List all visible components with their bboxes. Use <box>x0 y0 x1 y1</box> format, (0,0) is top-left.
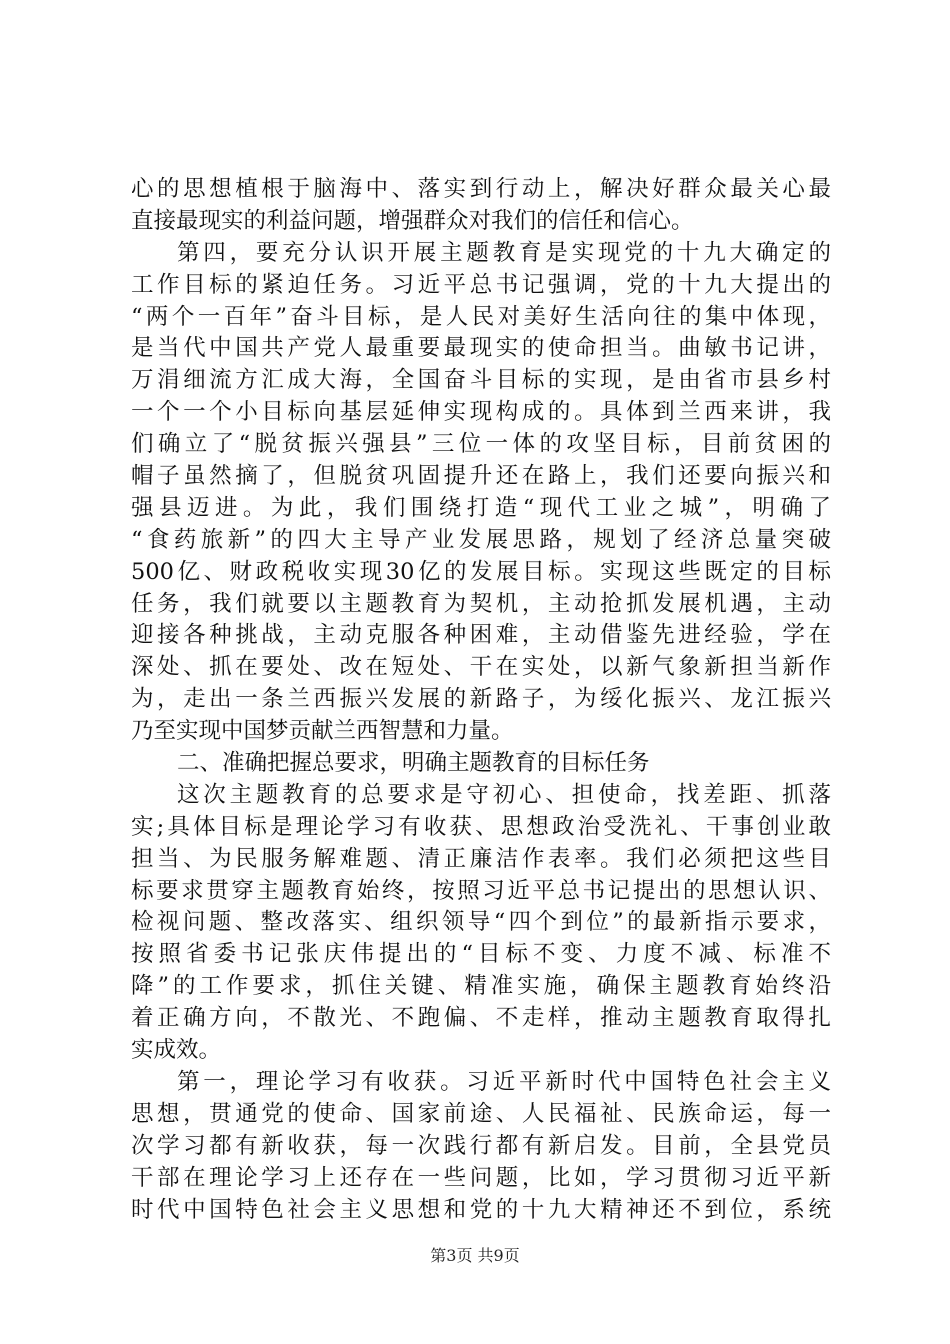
text-line: 实成效。 <box>131 1037 222 1064</box>
text-line: 迎接各种挑战，主动克服各种困难，主动借鉴先进经验，学在 <box>131 622 831 649</box>
text-line: 一个一个小目标向基层延伸实现构成的。具体到兰西来讲，我 <box>131 399 831 426</box>
text-line: 按照省委书记张庆伟提出的“目标不变、力度不减、标准不 <box>131 941 831 968</box>
text-line: 担当、为民服务解难题、清正廉洁作表率。我们必须把这些目 <box>131 845 831 872</box>
text-line: 500亿、财政税收实现30亿的发展目标。实现这些既定的目标 <box>131 558 831 585</box>
page-number-footer: 第3页 共9页 <box>430 1246 520 1265</box>
text-line: 时代中国特色社会主义思想和党的十九大精神还不到位，系统 <box>131 1196 831 1223</box>
text-line: 思想，贯通党的使命、国家前途、人民福祉、民族命运，每一 <box>131 1100 831 1127</box>
text-line: 检视问题、整改落实、组织领导“四个到位”的最新指示要求， <box>131 909 831 936</box>
text-line: “食药旅新”的四大主导产业发展思路，规划了经济总量突破 <box>131 526 831 553</box>
text-line: 们确立了“脱贫振兴强县”三位一体的攻坚目标，目前贫困的 <box>131 431 831 458</box>
text-line: 干部在理论学习上还存在一些问题，比如，学习贯彻习近平新 <box>131 1164 831 1191</box>
text-line: 帽子虽然摘了，但脱贫巩固提升还在路上，我们还要向振兴和 <box>131 463 831 490</box>
section-heading: 二、准确把握总要求，明确主题教育的目标任务 <box>177 750 650 777</box>
text-line: 第四，要充分认识开展主题教育是实现党的十九大确定的 <box>177 239 831 266</box>
text-line: 深处、抓在要处、改在短处、干在实处，以新气象新担当新作 <box>131 654 831 681</box>
text-line: 降”的工作要求，抓住关键、精准实施，确保主题教育始终沿 <box>131 973 831 1000</box>
text-line: 着正确方向，不散光、不跑偏、不走样，推动主题教育取得扎 <box>131 1005 831 1032</box>
text-line: “两个一百年”奋斗目标，是人民对美好生活向往的集中体现， <box>131 303 831 330</box>
text-line: 是当代中国共产党人最重要最现实的使命担当。曲敏书记讲， <box>131 335 831 362</box>
text-line: 工作目标的紧迫任务。习近平总书记强调，党的十九大提出的 <box>131 271 831 298</box>
text-line: 强县迈进。为此，我们围绕打造“现代工业之城”，明确了 <box>131 494 831 521</box>
text-line: 乃至实现中国梦贡献兰西智慧和力量。 <box>131 718 514 745</box>
text-line: 心的思想植根于脑海中、落实到行动上，解决好群众最关心最 <box>131 176 831 202</box>
text-line: 直接最现实的利益问题，增强群众对我们的信任和信心。 <box>131 207 694 234</box>
text-line: 标要求贯穿主题教育始终，按照习近平总书记提出的思想认识、 <box>131 877 831 904</box>
text-line: 次学习都有新收获，每一次践行都有新启发。目前，全县党员 <box>131 1132 831 1159</box>
text-line: 第一，理论学习有收获。习近平新时代中国特色社会主义 <box>177 1068 831 1095</box>
text-line: 任务，我们就要以主题教育为契机，主动抢抓发展机遇，主动 <box>131 590 831 617</box>
document-body <box>131 174 831 1226</box>
text-line: 这次主题教育的总要求是守初心、担使命，找差距、抓落 <box>177 781 831 808</box>
text-line: 为，走出一条兰西振兴发展的新路子，为绥化振兴、龙江振兴 <box>131 686 831 713</box>
text-line: 万涓细流方汇成大海，全国奋斗目标的实现，是由省市县乡村 <box>131 367 831 394</box>
text-line: 实;具体目标是理论学习有收获、思想政治受洗礼、干事创业敢 <box>131 813 831 840</box>
